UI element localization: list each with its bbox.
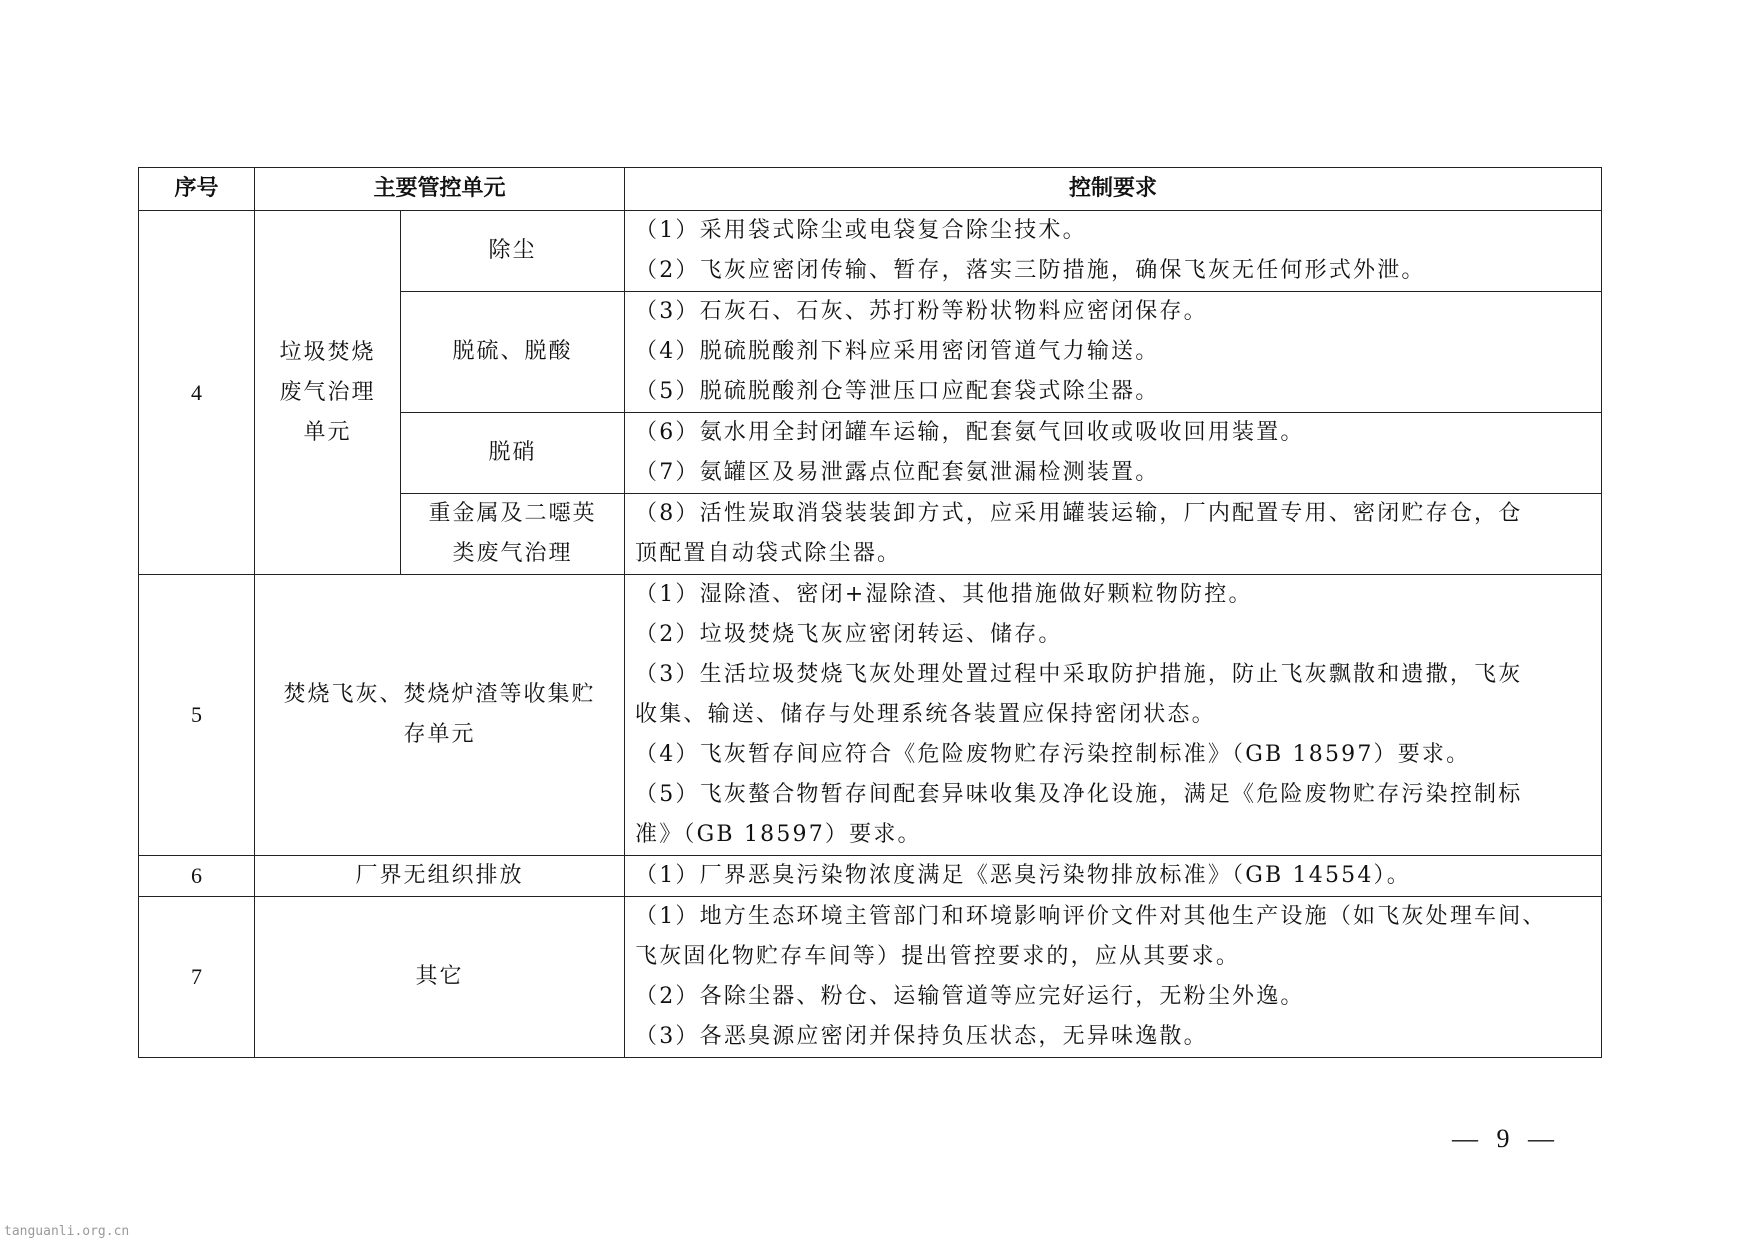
page-number: — 9 — xyxy=(1452,1124,1560,1153)
sub-unit-line: 重金属及二噁英 xyxy=(428,501,597,526)
requirement-cell xyxy=(625,413,1602,494)
row-unit xyxy=(255,211,401,575)
requirement-cell xyxy=(625,494,1602,575)
table-row xyxy=(139,856,1602,897)
row-unit xyxy=(255,575,625,856)
control-requirements-table xyxy=(138,167,1602,1058)
requirement-line: 飞灰固化物贮存车间等）提出管控要求的，应从其要求。 xyxy=(635,944,1241,969)
row-unit xyxy=(255,856,625,897)
row-seq: 7 xyxy=(139,897,255,1058)
requirement-line: （3）石灰石、石灰、苏打粉等粉状物料应密闭保存。 xyxy=(635,299,1208,324)
requirement-cell xyxy=(625,897,1602,1058)
unit-line: 垃圾焚烧 xyxy=(279,339,376,365)
sub-unit xyxy=(401,292,625,413)
requirement-line: 收集、输送、储存与处理系统各装置应保持密闭状态。 xyxy=(635,702,1216,727)
table-row xyxy=(139,897,1602,1058)
requirement-line: （4）飞灰暂存间应符合《危险废物贮存污染控制标准》（GB 18597）要求。 xyxy=(635,742,1471,767)
header-unit: 主要管控单元 xyxy=(255,168,625,211)
row-seq: 4 xyxy=(139,211,255,575)
table-row xyxy=(139,575,1602,856)
requirement-cell xyxy=(625,856,1602,897)
table-header-row xyxy=(139,168,1602,211)
unit-line: 其它 xyxy=(415,964,464,989)
table-row xyxy=(139,211,1602,292)
row-unit xyxy=(255,897,625,1058)
requirement-line: （1）厂界恶臭污染物浓度满足《恶臭污染物排放标准》（GB 14554）。 xyxy=(635,863,1411,888)
row-seq: 5 xyxy=(139,575,255,856)
sub-unit-line: 类废气治理 xyxy=(452,541,573,566)
requirement-line: （6）氨水用全封闭罐车运输，配套氨气回收或吸收回用装置。 xyxy=(635,420,1305,445)
sub-unit-line: 脱硫、脱酸 xyxy=(452,339,573,364)
unit-line: 废气治理 xyxy=(279,379,376,405)
header-req: 控制要求 xyxy=(625,168,1602,211)
requirement-line: （3）生活垃圾焚烧飞灰处理处置过程中采取防护措施，防止飞灰飘散和遗撒，飞灰 xyxy=(635,662,1523,687)
sub-unit xyxy=(401,211,625,292)
sub-unit-line: 除尘 xyxy=(488,238,537,263)
sub-unit xyxy=(401,494,625,575)
unit-line: 存单元 xyxy=(403,722,476,747)
requirement-line: （7）氨罐区及易泄露点位配套氨泄漏检测装置。 xyxy=(635,460,1160,485)
requirement-line: （2）垃圾焚烧飞灰应密闭转运、储存。 xyxy=(635,622,1063,647)
unit-line: 厂界无组织排放 xyxy=(355,863,524,888)
requirement-line: （4）脱硫脱酸剂下料应采用密闭管道气力输送。 xyxy=(635,339,1160,364)
requirement-line: 顶配置自动袋式除尘器。 xyxy=(635,541,902,566)
unit-line: 焚烧飞灰、焚烧炉渣等收集贮 xyxy=(283,682,596,707)
requirement-line: （2）飞灰应密闭传输、暂存，落实三防措施，确保飞灰无任何形式外泄。 xyxy=(635,258,1426,283)
sub-unit-line: 脱硝 xyxy=(488,440,537,465)
requirement-line: （8）活性炭取消袋装装卸方式，应采用罐装运输，厂内配置专用、密闭贮存仓，仓 xyxy=(635,501,1523,526)
requirement-cell xyxy=(625,211,1602,292)
watermark: tanguanli.org.cn xyxy=(4,1224,130,1239)
requirement-cell xyxy=(625,292,1602,413)
header-seq: 序号 xyxy=(139,168,255,211)
requirement-line: （5）飞灰螯合物暂存间配套异味收集及净化设施，满足《危险废物贮存污染控制标 xyxy=(635,782,1523,807)
requirement-line: 准》（GB 18597）要求。 xyxy=(635,822,922,847)
requirement-line: （5）脱硫脱酸剂仓等泄压口应配套袋式除尘器。 xyxy=(635,379,1160,404)
requirement-line: （1）湿除渣、密闭+湿除渣、其他措施做好颗粒物防控。 xyxy=(635,582,1253,607)
requirement-line: （3）各恶臭源应密闭并保持负压状态，无异味逸散。 xyxy=(635,1024,1208,1049)
sub-unit xyxy=(401,413,625,494)
requirement-cell xyxy=(625,575,1602,856)
row-seq: 6 xyxy=(139,856,255,897)
unit-line: 单元 xyxy=(303,419,352,445)
requirement-line: （2）各除尘器、粉仓、运输管道等应完好运行，无粉尘外逸。 xyxy=(635,984,1305,1009)
requirement-line: （1）地方生态环境主管部门和环境影响评价文件对其他生产设施（如飞灰处理车间、 xyxy=(635,904,1547,929)
requirement-line: （1）采用袋式除尘或电袋复合除尘技术。 xyxy=(635,218,1087,243)
